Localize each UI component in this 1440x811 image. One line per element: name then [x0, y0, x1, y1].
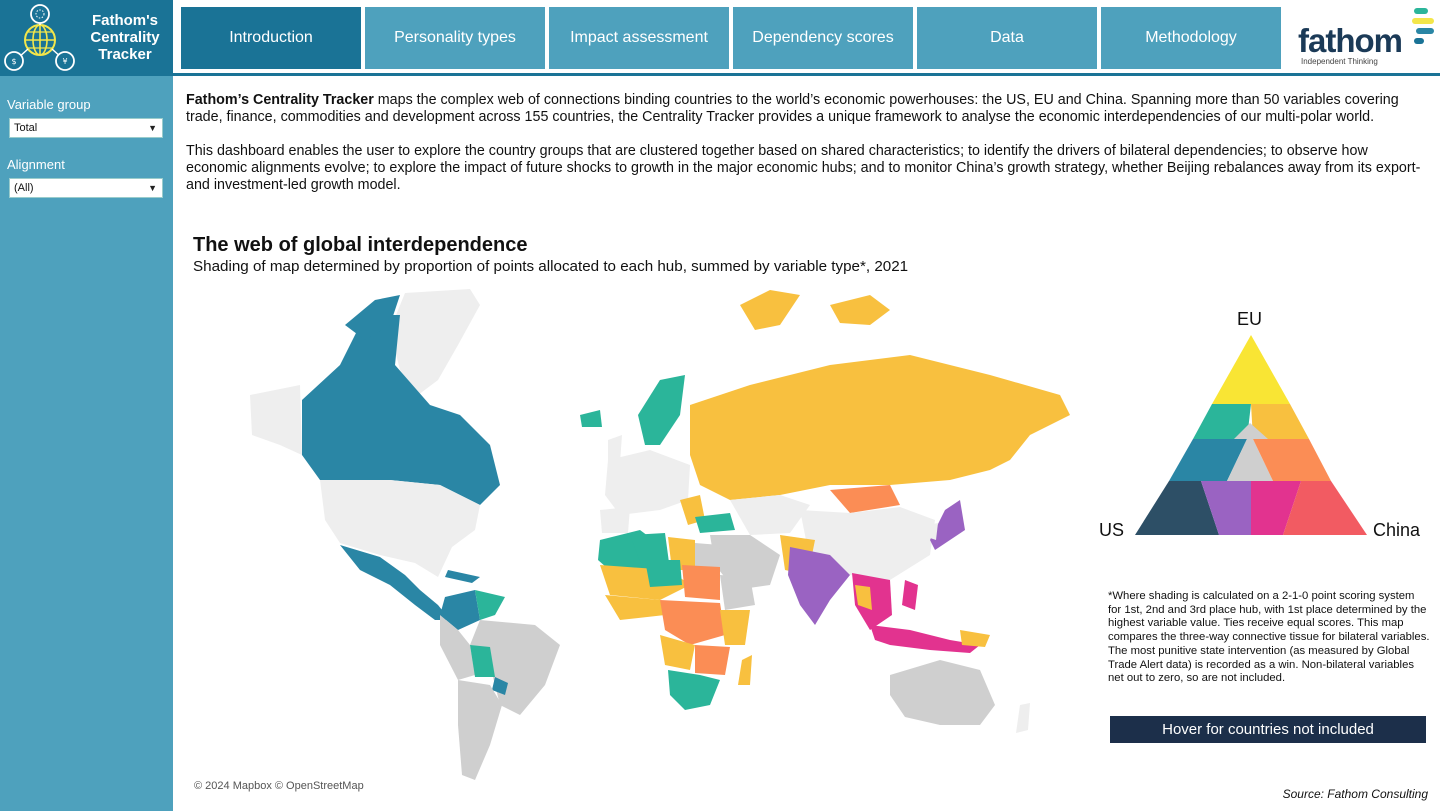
map-region-iceland [580, 410, 602, 427]
app-title-line1: Fathom's [91, 12, 159, 29]
intro-text [186, 92, 1431, 194]
map-region-russia-north [830, 295, 890, 325]
intro-p1-body: maps the complex web of connections binding countries to the world’s economic powerhouses: the US, EU and China. Spanning more than 50 variables covering trade, finance, commodities and development across 155 countries, the Centrality Tracker provides a unique framework to analyse the economic interdependencies of our multi-polar world. [186, 92, 1399, 126]
map-region-niger [645, 560, 682, 587]
map-region-philippines [902, 580, 918, 610]
legend-cell-eu [1212, 335, 1290, 404]
tab-dependency-scores[interactable]: Dependency scores [733, 7, 913, 69]
intro-paragraph-2: This dashboard enables the user to explore the country groups that are clustered together based on shared characteristics; to identify the drivers of bilateral dependencies; to observe how economic alignments evolve; to explore the impact of future shocks to growth in the major economic hubs; and to monitor China’s growth strategy, whether Beijing rebalances away from its export- and investment-led growth model. [186, 142, 1421, 194]
sidebar [0, 76, 173, 811]
fathom-logo-tagline: Independent Thinking [1301, 57, 1378, 66]
map-region-venezuela [475, 590, 505, 620]
svg-text:¥: ¥ [62, 57, 68, 66]
nav-tabs [181, 7, 1281, 69]
map-region-uk [608, 435, 622, 463]
source-note: Source: Fathom Consulting [1282, 787, 1428, 801]
variable-group-label: Variable group [7, 97, 91, 112]
alignment-select[interactable] [9, 178, 163, 198]
map-region-russia [690, 355, 1070, 500]
header-divider [173, 73, 1440, 76]
legend-triangle-graphic [1135, 335, 1367, 535]
map-region-caribbean [445, 570, 480, 583]
legend-label-eu: EU [1237, 309, 1263, 329]
app-title-line3: Tracker [98, 46, 152, 63]
world-map[interactable] [190, 285, 1090, 800]
alignment-value: (All) [14, 182, 34, 194]
map-region-alaska [250, 385, 302, 455]
map-region-argentina-chile [458, 680, 502, 780]
legend-label-us: US [1099, 520, 1125, 540]
header [0, 0, 1440, 76]
map-region-kazakhstan [730, 495, 810, 535]
chevron-down-icon: ▼ [148, 183, 157, 193]
tab-introduction[interactable]: Introduction [181, 7, 361, 69]
chevron-down-icon: ▼ [148, 123, 157, 133]
alignment-label: Alignment [7, 157, 65, 172]
legend-label-china: China [1373, 520, 1421, 540]
fathom-logo-word: fathom [1298, 22, 1402, 59]
map-region-sudan [682, 565, 720, 600]
app-brand[interactable] [0, 0, 173, 76]
intro-paragraph-1 [186, 92, 1431, 127]
map-region-new-zealand [1016, 703, 1030, 733]
variable-group-select[interactable] [9, 118, 163, 138]
app-title [82, 12, 168, 63]
map-region-russia-arctic [740, 290, 800, 330]
map-region-ethiopia [720, 575, 755, 610]
fathom-stripes-icon [1410, 6, 1436, 48]
map-region-scandinavia [638, 375, 685, 445]
map-region-png [960, 630, 990, 647]
map-region-madagascar [738, 655, 752, 685]
svg-text:$: $ [11, 57, 17, 66]
globe-network-icon [2, 4, 76, 72]
app-title-line2: Centrality [90, 29, 160, 46]
tab-impact-assessment[interactable]: Impact assessment [549, 7, 729, 69]
intro-bold-lead: Fathom’s Centrality Tracker [186, 92, 374, 108]
map-title: The web of global interdependence [193, 234, 528, 256]
countries-not-included-button[interactable]: Hover for countries not included [1110, 716, 1426, 743]
tab-data[interactable]: Data [917, 7, 1097, 69]
map-region-usa [320, 480, 480, 577]
variable-group-value: Total [14, 122, 38, 134]
map-region-zambia [695, 645, 730, 675]
tab-methodology[interactable]: Methodology [1101, 7, 1281, 69]
fathom-logo[interactable] [1290, 4, 1438, 68]
map-subtitle: Shading of map determined by proportion of points allocated to each hub, summed by variable type*, 2021 [193, 258, 909, 275]
map-region-australia [890, 660, 995, 725]
map-credit[interactable]: © 2024 Mapbox © OpenStreetMap [194, 780, 364, 792]
legend-triangle [1095, 305, 1435, 555]
map-region-iberia [600, 507, 630, 533]
tab-personality-types[interactable]: Personality types [365, 7, 545, 69]
methodology-footnote: *Where shading is calculated on a 2-1-0 point scoring system for 1st, 2nd and 3rd place hub, with 1st place determined by the highest variable value. Ties receive equal scores. This map compares the three-way connective tissue for bilateral variables. The most punitive state intervention (as measured by Global Trade Alert data) is recorded as a win. Non-bilateral variables net out to zero, so are not included. [1108, 590, 1430, 685]
map-region-east-africa [720, 610, 750, 645]
map-region-southern-africa [668, 670, 720, 710]
